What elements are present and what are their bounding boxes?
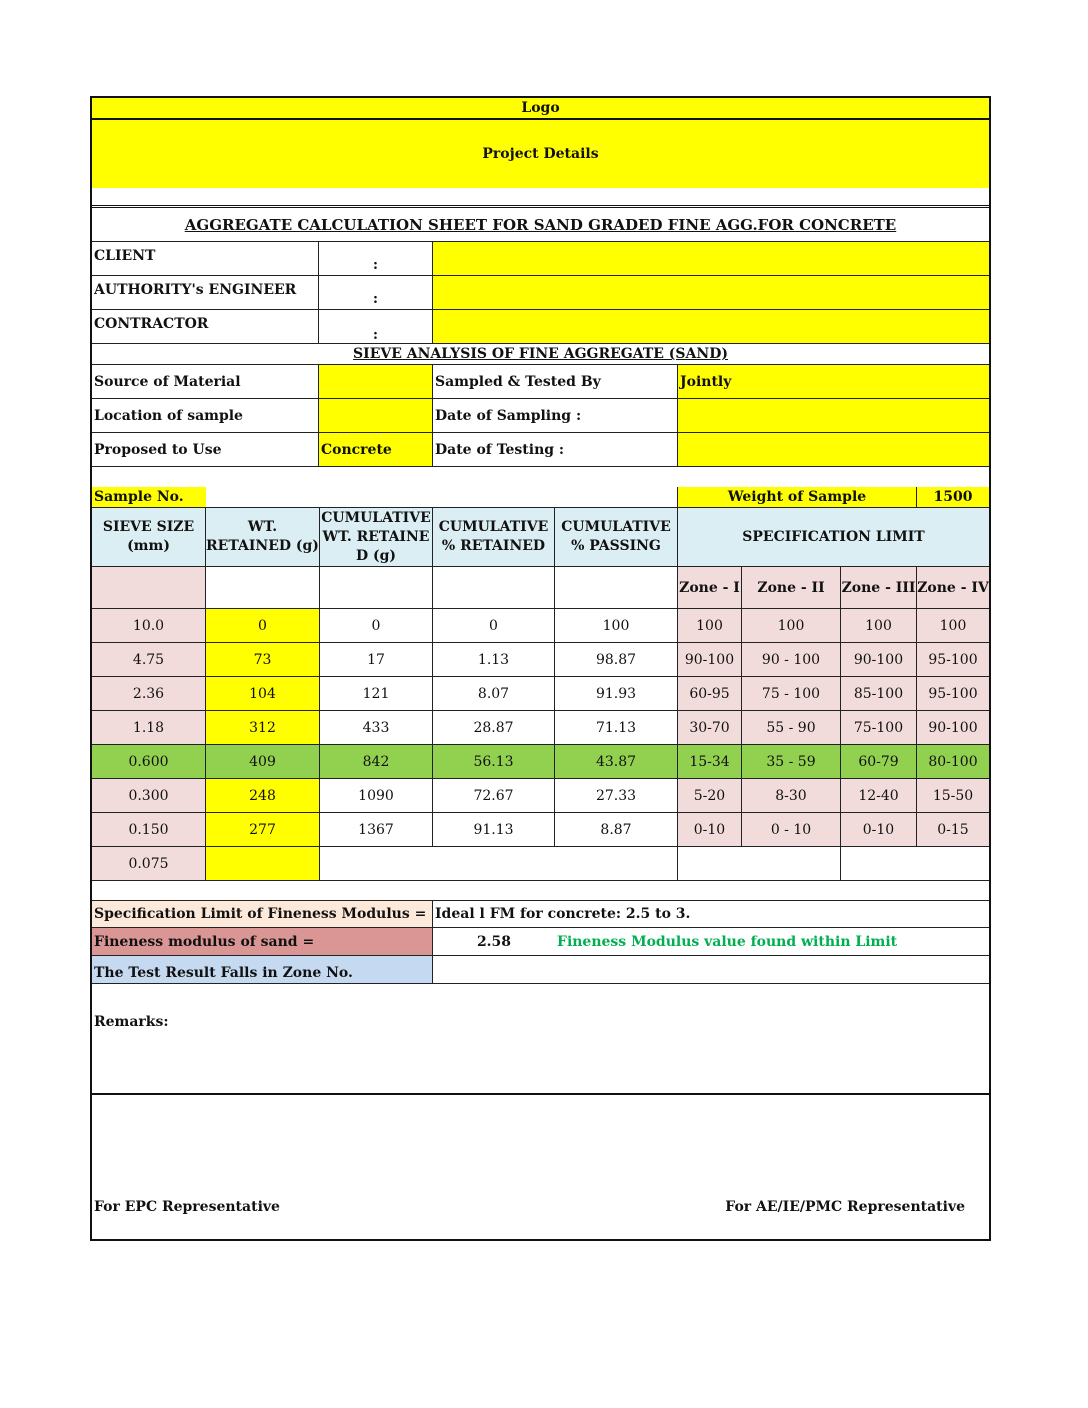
client-label: CLIENT [92, 242, 319, 275]
fm-row [92, 928, 989, 956]
gap-row [92, 467, 989, 487]
spacer-row [92, 188, 989, 208]
wt-retained-cell[interactable]: 104 [206, 677, 320, 710]
fm-value: 2.58 [476, 933, 512, 950]
contractor-separator: : [319, 310, 433, 343]
date-testing-value[interactable] [678, 433, 989, 466]
zone-1-cell: 60-95 [678, 677, 742, 710]
section-title: SIEVE ANALYSIS OF FINE AGGREGATE (SAND) [353, 346, 728, 362]
zone-2-cell: 35 - 59 [742, 745, 841, 778]
sampled-value[interactable]: Jointly [678, 365, 989, 398]
location-value[interactable] [319, 399, 433, 432]
cum-passing-cell: 27.33 [555, 779, 678, 812]
cum-retained-cell: 72.67 [433, 779, 555, 812]
zone-result-value[interactable] [433, 956, 989, 983]
cum-retained-cell: 1.13 [433, 643, 555, 676]
contractor-label: CONTRACTOR [92, 310, 319, 343]
proposed-value[interactable]: Concrete [319, 433, 433, 466]
zone-header-row [92, 567, 989, 609]
cum-retained-cell: 91.13 [433, 813, 555, 846]
zone-1-cell: 90-100 [678, 643, 742, 676]
source-label: Source of Material [92, 365, 319, 398]
gap [92, 881, 989, 900]
location-row [92, 399, 989, 433]
contractor-row [92, 310, 989, 344]
cum-retained-cell: 8.07 [433, 677, 555, 710]
sieve-size-cell: 0.300 [92, 779, 206, 812]
cum-passing-cell: 8.87 [555, 813, 678, 846]
project-details: Project Details [92, 120, 989, 188]
zone-1-header: Zone - I [678, 567, 742, 608]
zone-result-row [92, 956, 989, 984]
zone-1-cell: 15-34 [678, 745, 742, 778]
zone-2-cell: 0 - 10 [742, 813, 841, 846]
cum-retained-cell: 56.13 [433, 745, 555, 778]
calculation-sheet [90, 96, 991, 1241]
sieve-size-cell: 0.600 [92, 745, 206, 778]
cum-passing-cell: 43.87 [555, 745, 678, 778]
header-cum-retained: CUMULATIVE % RETAINED [433, 508, 555, 566]
sieve-size-cell: 10.0 [92, 609, 206, 642]
cum-wt-retained-cell: 1367 [320, 813, 433, 846]
location-label: Location of sample [92, 399, 319, 432]
zone-1-cell: 5-20 [678, 779, 742, 812]
gap [92, 467, 989, 487]
header-wt-retained: WT. RETAINED (g) [206, 508, 320, 566]
epc-signature: For EPC Representative [94, 1199, 280, 1215]
zone-3-cell: 60-79 [841, 745, 917, 778]
sieve-size-cell: 0.075 [92, 847, 206, 880]
header-spec-limit: SPECIFICATION LIMIT [678, 508, 989, 566]
cum-wt-retained-cell: 1090 [320, 779, 433, 812]
spacer [92, 188, 989, 205]
contractor-value[interactable] [433, 310, 989, 343]
logo-row [92, 98, 989, 120]
zone-3-header: Zone - III [841, 567, 917, 608]
zone-header-blank [206, 567, 320, 608]
sample-no-label: Sample No. [92, 487, 206, 507]
zone-header-blank [320, 567, 433, 608]
zone-3-cell: 0-10 [841, 813, 917, 846]
proposed-label: Proposed to Use [92, 433, 319, 466]
sieve-size-cell: 2.36 [92, 677, 206, 710]
cum-passing-cell: 98.87 [555, 643, 678, 676]
empty-cell [320, 847, 678, 880]
zone-2-cell: 90 - 100 [742, 643, 841, 676]
sampled-label: Sampled & Tested By [433, 365, 678, 398]
table-row [92, 711, 989, 745]
sample-no-value[interactable] [206, 487, 678, 507]
zone-3-cell: 90-100 [841, 643, 917, 676]
zone-2-cell: 8-30 [742, 779, 841, 812]
wt-retained-cell[interactable]: 73 [206, 643, 320, 676]
date-sampling-label: Date of Sampling : [433, 399, 678, 432]
cum-wt-retained-cell: 0 [320, 609, 433, 642]
sheet-title-row [92, 208, 989, 242]
date-testing-label: Date of Testing : [433, 433, 678, 466]
cum-retained-cell: 0 [433, 609, 555, 642]
zone-4-cell: 0-15 [917, 813, 989, 846]
cum-retained-cell: 28.87 [433, 711, 555, 744]
sieve-size-cell: 1.18 [92, 711, 206, 744]
sample-row [92, 487, 989, 508]
zone-1-cell: 100 [678, 609, 742, 642]
cum-passing-cell: 100 [555, 609, 678, 642]
zone-header-blank [92, 567, 206, 608]
zone-4-header: Zone - IV [917, 567, 989, 608]
weight-value[interactable]: 1500 [917, 487, 989, 507]
sieve-size-cell: 0.150 [92, 813, 206, 846]
engineer-value[interactable] [433, 276, 989, 309]
table-row [92, 677, 989, 711]
zone-4-cell: 95-100 [917, 677, 989, 710]
engineer-separator: : [319, 276, 433, 309]
zone-4-cell: 100 [917, 609, 989, 642]
empty-cell [678, 847, 841, 880]
source-value[interactable] [319, 365, 433, 398]
remarks-label: Remarks: [94, 1014, 169, 1030]
header-sieve-size: SIEVE SIZE (mm) [92, 508, 206, 566]
zone-4-cell: 15-50 [917, 779, 989, 812]
sieve-size-cell: 4.75 [92, 643, 206, 676]
signature-area [92, 1095, 989, 1239]
section-title-row [92, 344, 989, 365]
zone-2-cell: 75 - 100 [742, 677, 841, 710]
wt-retained-cell[interactable]: 409 [206, 745, 320, 778]
logo-placeholder: Logo [521, 100, 560, 116]
zone-4-cell: 80-100 [917, 745, 989, 778]
zone-4-cell: 95-100 [917, 643, 989, 676]
table-row [92, 847, 989, 881]
zone-2-header: Zone - II [742, 567, 841, 608]
table-header-row [92, 508, 989, 567]
fm-status: Fineness Modulus value found within Limit [557, 933, 898, 950]
wt-retained-cell[interactable]: 0 [206, 609, 320, 642]
fm-spec-label: Specification Limit of Fineness Modulus = [92, 901, 433, 927]
gap-row-2 [92, 881, 989, 901]
wt-retained-cell[interactable]: 248 [206, 779, 320, 812]
cum-passing-cell: 71.13 [555, 711, 678, 744]
header-cum-passing: CUMULATIVE % PASSING [555, 508, 678, 566]
fm-result [433, 928, 989, 955]
proposed-row [92, 433, 989, 467]
remarks-row [92, 984, 989, 1095]
client-row [92, 242, 989, 276]
cum-wt-retained-cell: 433 [320, 711, 433, 744]
project-details-row [92, 120, 989, 188]
header-cum-wt-retained: CUMULATIVE WT. RETAINED (g) [320, 508, 433, 566]
cum-wt-retained-cell: 121 [320, 677, 433, 710]
zone-header-blank [433, 567, 555, 608]
zone-1-cell: 30-70 [678, 711, 742, 744]
wt-retained-cell[interactable]: 277 [206, 813, 320, 846]
empty-cell [841, 847, 989, 880]
weight-label: Weight of Sample [678, 487, 917, 507]
cum-wt-retained-cell: 842 [320, 745, 433, 778]
zone-4-cell: 90-100 [917, 711, 989, 744]
table-row [92, 779, 989, 813]
cum-passing-cell: 91.93 [555, 677, 678, 710]
table-body [92, 609, 989, 847]
ae-signature: For AE/IE/PMC Representative [725, 1199, 965, 1215]
zone-3-cell: 12-40 [841, 779, 917, 812]
table-row [92, 609, 989, 643]
cum-wt-retained-cell: 17 [320, 643, 433, 676]
zone-3-cell: 75-100 [841, 711, 917, 744]
source-row [92, 365, 989, 399]
zone-3-cell: 100 [841, 609, 917, 642]
client-separator: : [319, 242, 433, 275]
wt-retained-cell[interactable] [206, 847, 320, 880]
fm-label: Fineness modulus of sand = [92, 928, 433, 955]
zone-2-cell: 55 - 90 [742, 711, 841, 744]
engineer-row [92, 276, 989, 310]
engineer-label: AUTHORITY's ENGINEER [92, 276, 319, 309]
date-sampling-value[interactable] [678, 399, 989, 432]
client-value[interactable] [433, 242, 989, 275]
zone-result-label: The Test Result Falls in Zone No. [92, 956, 433, 983]
table-row [92, 643, 989, 677]
zone-3-cell: 85-100 [841, 677, 917, 710]
zone-1-cell: 0-10 [678, 813, 742, 846]
wt-retained-cell[interactable]: 312 [206, 711, 320, 744]
zone-2-cell: 100 [742, 609, 841, 642]
fm-spec-row [92, 901, 989, 928]
table-row [92, 813, 989, 847]
zone-header-blank [555, 567, 678, 608]
table-row [92, 745, 989, 779]
sheet-title: AGGREGATE CALCULATION SHEET FOR SAND GRADED FINE AGG.FOR CONCRETE [184, 215, 897, 234]
fm-spec-value: Ideal l FM for concrete: 2.5 to 3. [435, 906, 691, 922]
